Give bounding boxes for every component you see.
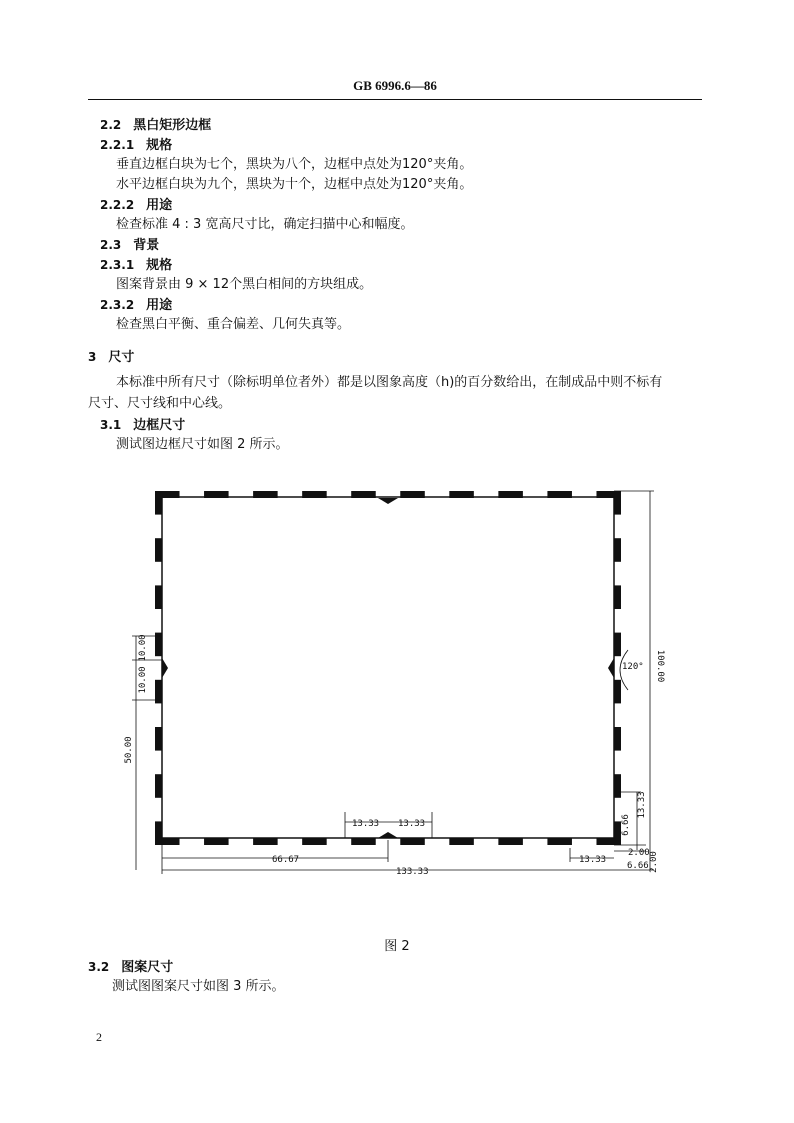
body-text: 测试图边框尺寸如图 2 所示。 (116, 437, 289, 452)
border-block (253, 838, 278, 845)
section-heading: 2.2.1 规格 (100, 138, 173, 153)
border-block (614, 774, 621, 798)
border-block (614, 727, 621, 751)
dim-label: 6.66 (627, 861, 649, 871)
dim-label: 50.00 (124, 736, 134, 764)
dim-label: 100.00 (655, 649, 665, 683)
dim-label: 133.33 (396, 867, 429, 877)
border-block (498, 838, 523, 845)
body-text: 测试图图案尺寸如图 3 所示。 (112, 979, 285, 994)
border-block (155, 774, 162, 798)
border-block (614, 821, 621, 845)
figure-caption: 图 2 (384, 939, 410, 954)
dim-label: 13.33 (637, 791, 647, 819)
dim-label: 10.00 (138, 666, 148, 694)
border-block (155, 491, 162, 515)
border-block (155, 585, 162, 609)
border-blocks (155, 491, 621, 845)
dim-label: 10.00 (138, 634, 148, 662)
page-header: GB 6996.6—86 (353, 78, 437, 93)
body-text: 水平边框白块为九个，黑块为十个，边框中点处为120°夹角。 (116, 177, 473, 192)
section-heading: 2.3 背景 (100, 238, 160, 253)
section-heading: 2.2 黑白矩形边框 (100, 118, 212, 133)
midpoint-notch (608, 658, 614, 678)
midpoint-notch (162, 658, 168, 678)
border-block (547, 838, 572, 845)
section-heading: 2.3.1 规格 (100, 258, 173, 273)
body-text: 图案背景由 9 × 12个黑白相间的方块组成。 (116, 277, 373, 292)
dim-label: 2.00 (628, 848, 650, 858)
border-block (614, 538, 621, 562)
body-text: 垂直边框白块为七个，黑块为八个，边框中点处为120°夹角。 (116, 157, 473, 172)
frame-inner-edge (162, 497, 614, 838)
angle-label: 120° (622, 662, 644, 672)
dim-label: 13.33 (398, 819, 426, 829)
section-heading: 2.2.2 用途 (100, 198, 173, 213)
midpoint-notch (378, 498, 398, 504)
midpoint-notch (378, 832, 398, 838)
dimension-lines (132, 491, 654, 874)
body-text: 检查黑白平衡、重合偏差、几何失真等。 (116, 317, 351, 332)
border-block (614, 585, 621, 609)
border-block (204, 838, 229, 845)
dim-label: 13.33 (579, 855, 607, 865)
dim-label: 6.66 (621, 814, 631, 836)
section-heading: 2.3.2 用途 (100, 298, 173, 313)
dim-label: 66.67 (272, 855, 300, 865)
border-block (449, 838, 474, 845)
section-heading: 3.1 边框尺寸 (100, 418, 186, 433)
dim-label: 2.00 (649, 851, 659, 873)
body-text: 检查标准 4 : 3 宽高尺寸比，确定扫描中心和幅度。 (116, 217, 414, 232)
border-block (614, 633, 621, 657)
border-block (155, 538, 162, 562)
border-block (155, 727, 162, 751)
border-block (155, 821, 162, 845)
dim-label: 13.33 (352, 819, 380, 829)
border-block (302, 838, 327, 845)
section-heading: 3.2 图案尺寸 (88, 960, 174, 975)
border-block (400, 838, 425, 845)
border-block (614, 680, 621, 704)
paragraph: 本标准中所有尺寸（除标明单位者外）都是以图象高度（h)的百分数给出，在制成品中则不标有 尺寸、尺寸线和中心线。 (88, 375, 663, 411)
border-block (614, 491, 621, 515)
border-block (351, 838, 376, 845)
page-number: 2 (96, 1030, 102, 1044)
section-heading: 3 尺寸 (88, 350, 135, 365)
